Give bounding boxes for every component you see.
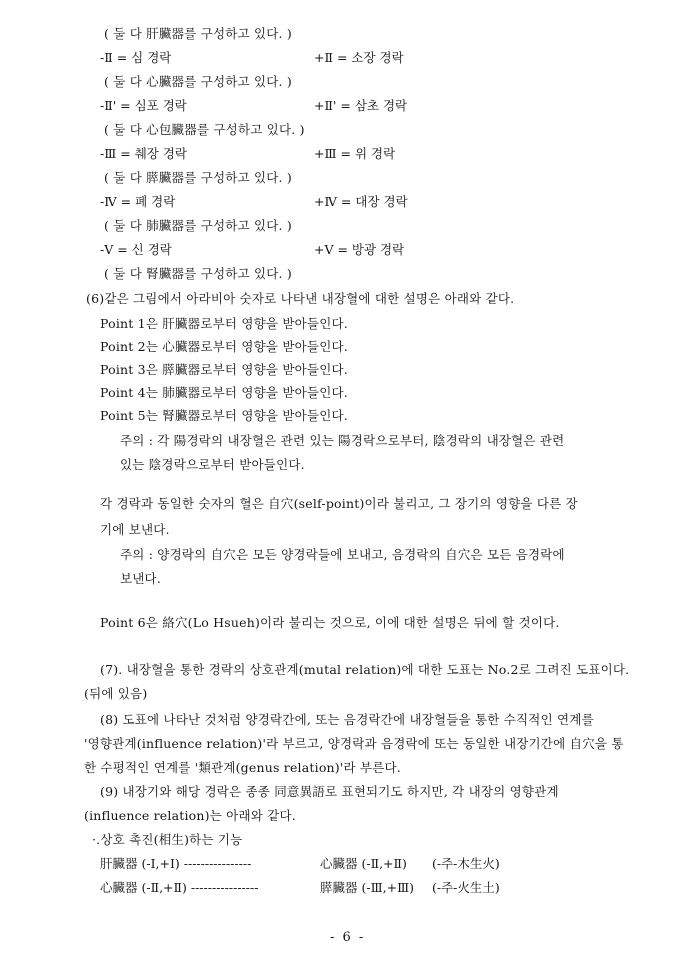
page-number: - 6 - <box>330 930 366 945</box>
section-6-intro: (6)같은 그림에서 아라비아 숫자로 나타낸 내장혈에 대한 설명은 아래와 같다. <box>86 291 515 306</box>
organ-note: ( 둘 다 肝臟器를 구성하고 있다. ) <box>104 26 292 41</box>
organ-note: ( 둘 다 心臟器를 구성하고 있다. ) <box>104 74 292 89</box>
section-9-text: (9) 내장기와 해당 경락은 종종 同意異語로 표현되기도 하지만, 각 내장의 영향관계 <box>100 784 559 799</box>
self-point-text: 각 경락과 동일한 숫자의 혈은 自穴(self-point)이라 불리고, 그 장기의 영향을 다른 장 <box>100 496 578 511</box>
self-point-text-cont: 기에 보낸다. <box>100 522 170 537</box>
promotion-element-tag: (-주-木生火) <box>432 856 500 871</box>
yin-meridian: -Ⅴ = 신 경락 <box>100 242 172 257</box>
point-line: Point 2는 心臟器로부터 영향을 받아들인다. <box>100 339 348 354</box>
yang-meridian: +Ⅳ = 대장 경락 <box>314 194 408 209</box>
promotion-target-organ: 膵臟器 (-Ⅲ,+Ⅲ) <box>320 880 415 895</box>
section-7-text-cont: (뒤에 있음) <box>84 686 148 701</box>
section-8-text-cont: '영향관계(influence relation)'라 부르고, 양경락과 음경락에 또는 동일한 내장기간에 自穴을 통 <box>84 736 624 751</box>
section-9-text-cont: (influence relation)는 아래와 같다. <box>84 808 296 823</box>
promotion-heading: ·.상호 촉진(相生)하는 기능 <box>92 832 243 847</box>
yin-meridian: -Ⅲ = 췌장 경락 <box>100 146 187 161</box>
yin-meridian: -Ⅳ = 폐 경락 <box>100 194 176 209</box>
section-8-text-cont: 한 수평적인 연계를 '類관계(genus relation)'라 부른다. <box>84 760 401 775</box>
yang-meridian: +Ⅱ' = 삼초 경락 <box>314 98 408 113</box>
yang-meridian: +Ⅲ = 위 경락 <box>314 146 396 161</box>
point-line: Point 4는 肺臟器로부터 영향을 받아들인다. <box>100 385 348 400</box>
yang-meridian: +Ⅱ = 소장 경락 <box>314 50 404 65</box>
promotion-target-organ: 心臟器 (-Ⅱ,+Ⅱ) <box>320 856 407 871</box>
promotion-source-organ: 心臟器 (-Ⅱ,+Ⅱ) ---------------- <box>100 880 259 895</box>
section-8-text: (8) 도표에 나타난 것처럼 양경락간에, 또는 음경락간에 내장혈들을 통한 수직적인 연계를 <box>100 712 594 727</box>
organ-note: ( 둘 다 心包臟器를 구성하고 있다. ) <box>104 122 305 137</box>
note-self-point-cont: 보낸다. <box>120 571 161 586</box>
promotion-element-tag: (-주-火生土) <box>432 880 500 895</box>
note-yang-yin: 주의 : 각 陽경락의 내장혈은 관련 있는 陽경락으로부터, 陰경락의 내장혈은 관련 <box>120 433 565 448</box>
point-line: Point 1은 肝臟器로부터 영향을 받아들인다. <box>100 316 348 331</box>
organ-note: ( 둘 다 腎臟器를 구성하고 있다. ) <box>104 266 292 281</box>
organ-note: ( 둘 다 肺臟器를 구성하고 있다. ) <box>104 218 292 233</box>
section-7-text: (7). 내장혈을 통한 경락의 상호관계(mutal relation)에 대한 도표는 No.2로 그려진 도표이다. <box>100 662 630 677</box>
yin-meridian: -Ⅱ = 심 경락 <box>100 50 172 65</box>
note-yang-yin-cont: 있는 陰경락으로부터 받아들인다. <box>120 457 305 472</box>
point-6-line: Point 6은 絡穴(Lo Hsueh)이라 불리는 것으로, 이에 대한 설명은 뒤에 할 것이다. <box>100 615 560 630</box>
point-line: Point 5는 腎臟器로부터 영향을 받아들인다. <box>100 408 348 423</box>
organ-note: ( 둘 다 膵臟器를 구성하고 있다. ) <box>104 170 292 185</box>
yang-meridian: +Ⅴ = 방광 경락 <box>314 242 405 257</box>
note-self-point: 주의 : 양경락의 自穴은 모든 양경락들에 보내고, 음경락의 自穴은 모든 음경락에 <box>120 547 565 562</box>
yin-meridian: -Ⅱ' = 심포 경락 <box>100 98 187 113</box>
point-line: Point 3은 膵臟器로부터 영향을 받아들인다. <box>100 362 348 377</box>
promotion-source-organ: 肝臟器 (-Ⅰ,+Ⅰ) ---------------- <box>100 856 252 871</box>
